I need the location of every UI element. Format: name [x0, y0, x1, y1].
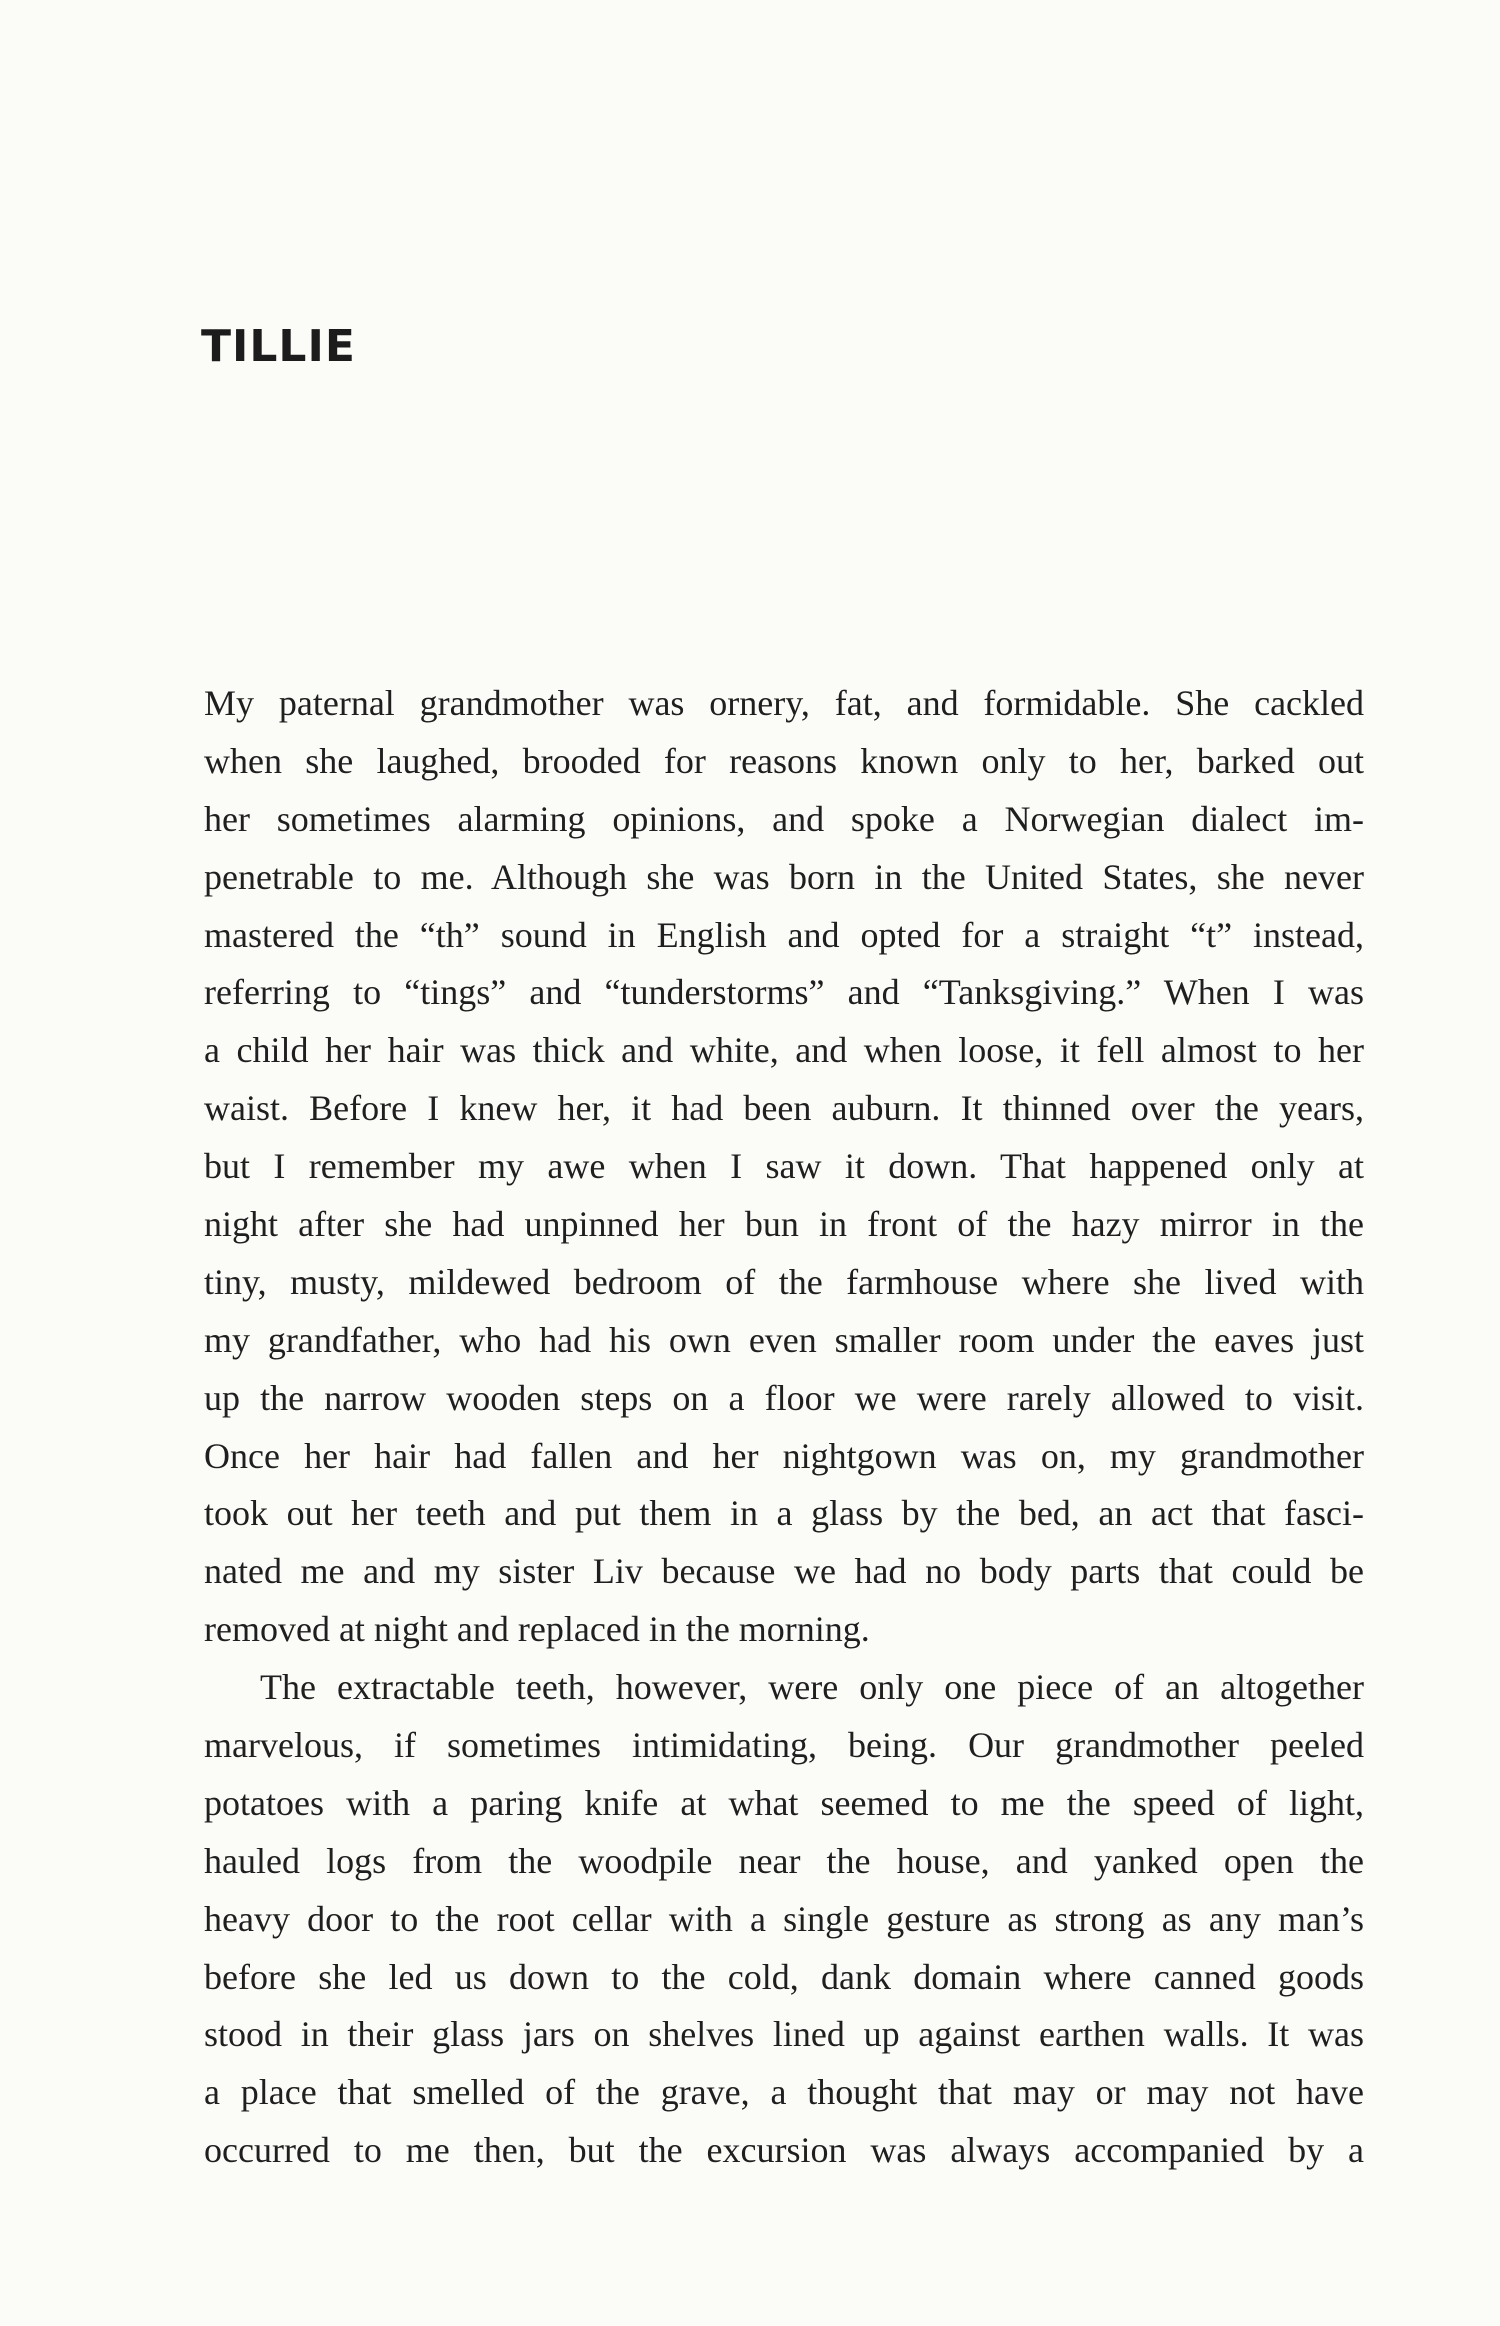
text-line: took out her teeth and put them in a glass by the bed, an act that fasci-: [204, 1493, 1364, 1534]
text-line: nated me and my sister Liv because we had no body parts that could be: [204, 1551, 1364, 1592]
text-line: before she led us down to the cold, dank domain where canned goods: [204, 1956, 1364, 1997]
text-line: up the narrow wooden steps on a floor we were rarely allowed to visit.: [204, 1377, 1364, 1418]
text-line: heavy door to the root cellar with a single gesture as strong as any man’s: [204, 1898, 1364, 1939]
text-line: marvelous, if sometimes intimidating, being. Our grandmother peeled: [204, 1725, 1364, 1766]
text-line: a place that smelled of the grave, a thought that may or may not have: [204, 2072, 1364, 2113]
text-line: waist. Before I knew her, it had been auburn. It thinned over the years,: [204, 1088, 1364, 1129]
text-line: Once her hair had fallen and her nightgown was on, my grandmother: [204, 1435, 1364, 1476]
text-line: potatoes with a paring knife at what seemed to me the speed of light,: [204, 1782, 1364, 1823]
text-line: The extractable teeth, however, were only one piece of an altogether: [260, 1667, 1364, 1708]
paragraph-1: [204, 675, 1364, 1659]
text-line: night after she had unpinned her bun in front of the hazy mirror in the: [204, 1204, 1364, 1245]
text-line: removed at night and replaced in the morning.: [204, 1609, 870, 1650]
text-line: penetrable to me. Although she was born in the United States, she never: [204, 856, 1364, 897]
text-line: occurred to me then, but the excursion was always accompanied by a: [204, 2130, 1364, 2171]
body-text: [204, 675, 1364, 2180]
text-line: My paternal grandmother was ornery, fat, and formidable. She cackled: [204, 683, 1364, 723]
text-line: referring to “tings” and “tunderstorms” and “Tanksgiving.” When I was: [204, 972, 1364, 1013]
text-line: my grandfather, who had his own even smaller room under the eaves just: [204, 1319, 1364, 1360]
text-line: mastered the “th” sound in English and opted for a straight “t” instead,: [204, 914, 1364, 955]
text-line: stood in their glass jars on shelves lined up against earthen walls. It was: [204, 2014, 1364, 2055]
text-line: when she laughed, brooded for reasons known only to her, barked out: [204, 740, 1364, 781]
paragraph-2: [204, 1659, 1364, 2180]
text-line: her sometimes alarming opinions, and spoke a Norwegian dialect im-: [204, 798, 1364, 839]
chapter-title: TILLIE: [201, 321, 356, 372]
text-line: but I remember my awe when I saw it down. That happened only at: [204, 1146, 1364, 1187]
text-line: tiny, musty, mildewed bedroom of the farmhouse where she lived with: [204, 1261, 1364, 1302]
text-line: a child her hair was thick and white, and when loose, it fell almost to her: [204, 1030, 1364, 1071]
text-line: hauled logs from the woodpile near the house, and yanked open the: [204, 1840, 1364, 1881]
